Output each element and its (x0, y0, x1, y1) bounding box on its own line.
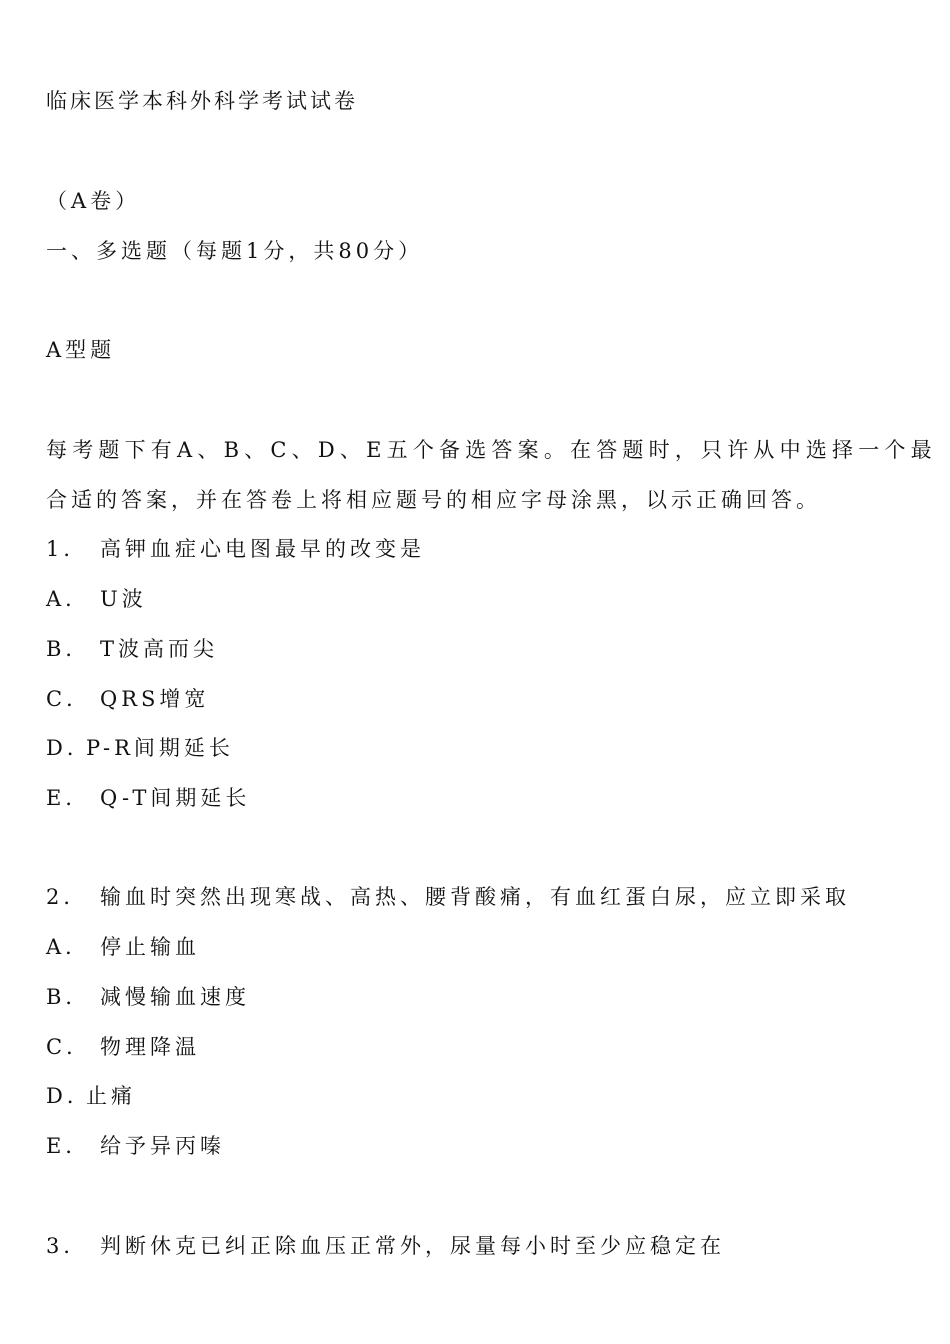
question-text: 判断休克已纠正除血压正常外，尿量每小时至少应稳定在 (100, 1234, 725, 1258)
question-text: 输血时突然出现寒战、高热、腰背酸痛，有血红蛋白尿，应立即采取 (100, 885, 850, 909)
option-2-a (46, 934, 200, 960)
option-2-d (46, 1083, 136, 1109)
question-3 (46, 1233, 725, 1259)
option-text: P-R间期延长 (86, 736, 234, 760)
option-letter: A． (46, 587, 91, 611)
option-text: Q-T间期延长 (100, 786, 251, 810)
section-heading: 一、多选题（每题1分，共80分） (46, 239, 424, 263)
option-2-e (46, 1133, 225, 1159)
question-number: 2． (46, 885, 89, 909)
option-text: 给予异丙嗪 (100, 1134, 225, 1158)
option-letter: E． (46, 786, 91, 810)
option-letter: C． (46, 1035, 92, 1059)
option-text: 物理降温 (100, 1035, 200, 1059)
option-1-e (46, 785, 250, 811)
option-2-c (46, 1034, 200, 1060)
option-letter: A． (46, 935, 91, 959)
option-letter: C． (46, 687, 92, 711)
exam-volume: （A卷） (46, 189, 141, 213)
question-text: 高钾血症心电图最早的改变是 (100, 537, 425, 561)
option-letter: D． (46, 736, 92, 760)
question-number: 3． (46, 1234, 89, 1258)
question-number: 1． (46, 537, 89, 561)
option-letter: D． (46, 1084, 92, 1108)
exam-title: 临床医学本科外科学考试试卷 (46, 89, 358, 113)
option-text: U波 (100, 587, 147, 611)
option-letter: B． (46, 985, 91, 1009)
option-text: T波高而尖 (100, 637, 219, 661)
option-letter: E． (46, 1134, 91, 1158)
instructions-line-1: 每考题下有A、B、C、D、E五个备选答案。在答题时，只许从中选择一个最 (46, 438, 937, 462)
option-1-d (46, 735, 234, 761)
option-2-b (46, 984, 250, 1010)
question-type: A型题 (46, 338, 116, 362)
option-text: 止痛 (86, 1084, 136, 1108)
option-text: 停止输血 (100, 935, 200, 959)
option-1-a (46, 586, 147, 612)
question-1 (46, 536, 425, 562)
question-2 (46, 884, 850, 910)
option-1-c (46, 686, 209, 712)
option-1-b (46, 636, 218, 662)
instructions-line-2: 合适的答案，并在答卷上将相应题号的相应字母涂黑，以示正确回答。 (46, 488, 821, 512)
option-letter: B． (46, 637, 91, 661)
option-text: 减慢输血速度 (100, 985, 250, 1009)
option-text: QRS增宽 (100, 687, 210, 711)
